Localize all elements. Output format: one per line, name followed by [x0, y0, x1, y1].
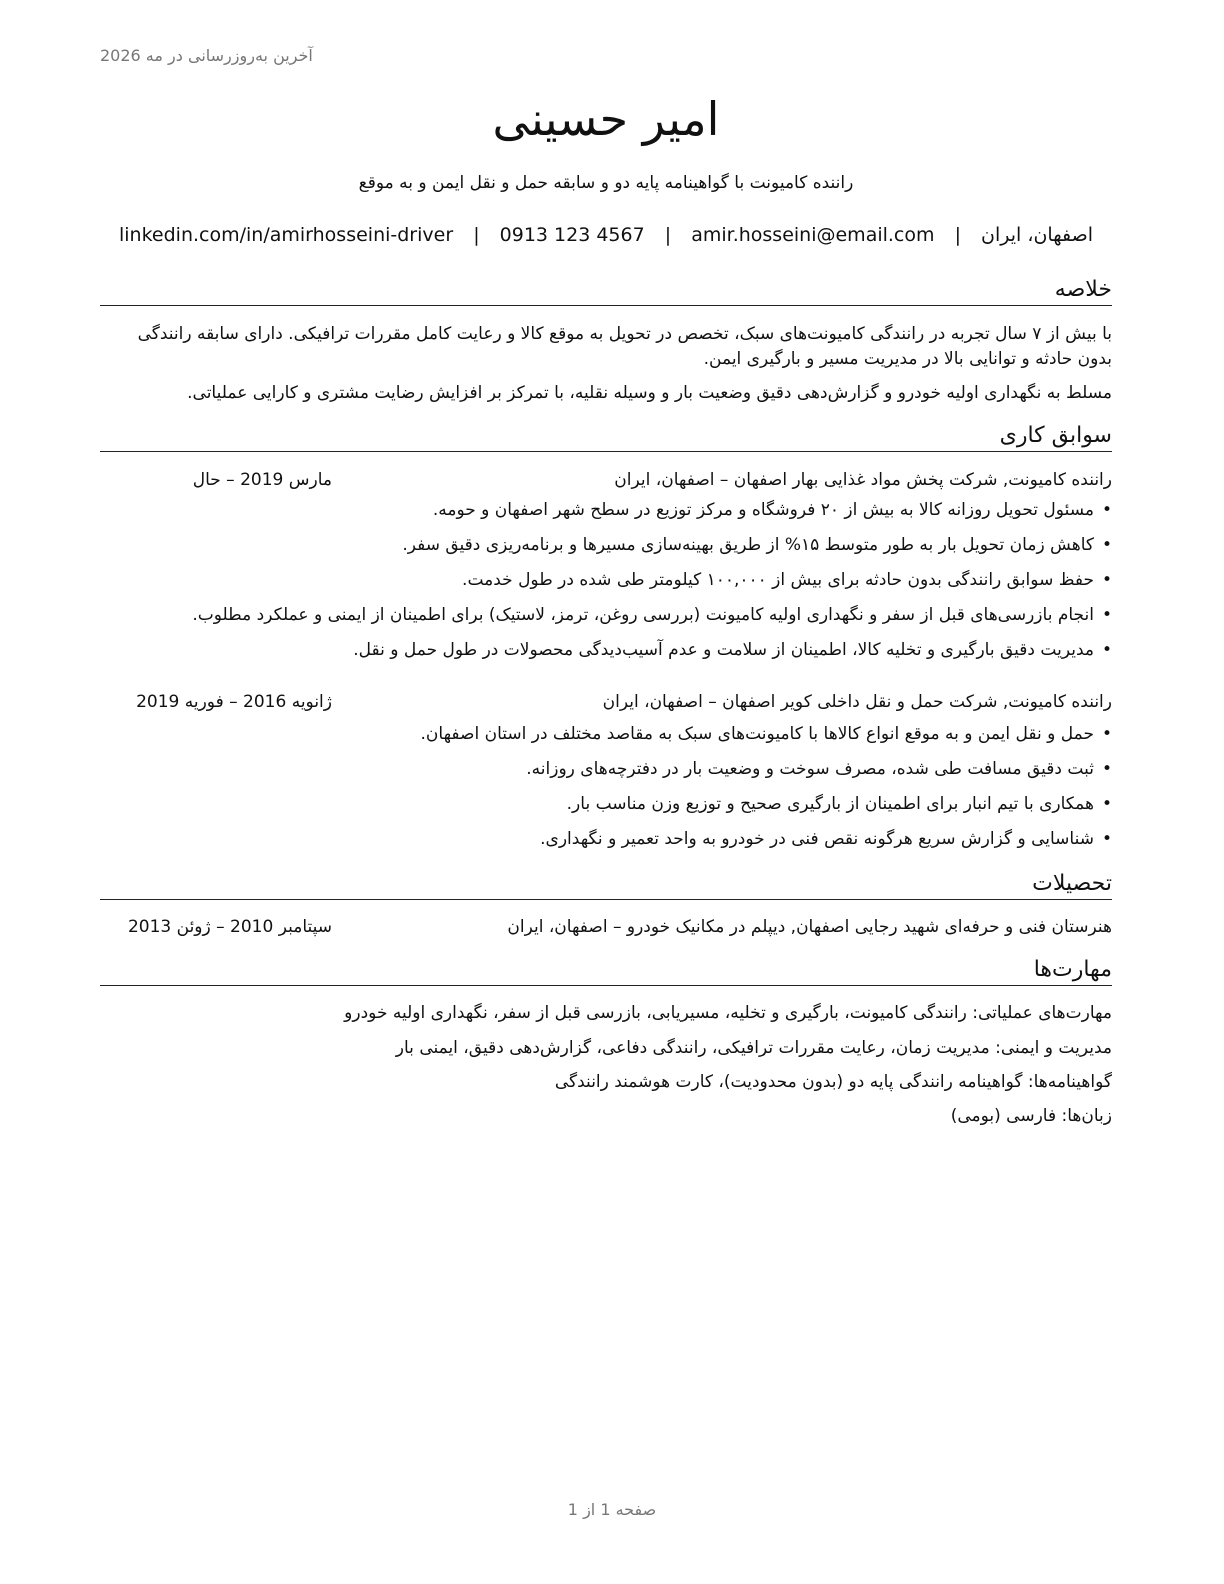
- list-item: •انجام بازرسی‌های قبل از سفر و نگهداری اولیه کامیونت (بررسی روغن، ترمز، لاستیک) برای اطمینان از ایمنی و عملکرد مطلوب.: [192, 605, 1112, 625]
- contact-linkedin[interactable]: linkedin.com/in/amirhosseini-driver: [118, 224, 454, 246]
- contact-line: [100, 222, 1112, 248]
- list-item: •حمل و نقل ایمن و به موقع انواع کالاها با کامیونت‌های سبک به مقاصد مختلف در استان اصفهان.: [420, 724, 1112, 744]
- job-dates: ژانویه 2016 – فوریه 2019: [136, 692, 332, 712]
- skill-line: مدیریت و ایمنی: مدیریت زمان، رعایت مقررات ترافیکی، رانندگی دفاعی، گزارش‌دهی دقیق، ایمنی بار: [395, 1038, 1112, 1058]
- last-updated-note: آخرین به‌روزرسانی در مه 2026: [100, 46, 313, 65]
- contact-separator: |: [473, 224, 480, 246]
- contact-location: اصفهان، ایران: [981, 224, 1093, 246]
- job-bullets: [100, 721, 1112, 861]
- skill-line: زبان‌ها: فارسی (بومی): [950, 1106, 1112, 1126]
- education-entry: [100, 914, 1112, 940]
- candidate-headline: راننده کامیونت با گواهینامه پایه دو و سابقه حمل و نقل ایمن و به موقع: [358, 173, 854, 193]
- page-indicator: صفحه 1 از 1: [567, 1500, 657, 1519]
- contact-phone[interactable]: 0913 123 4567: [499, 224, 645, 246]
- contact-separator: |: [954, 224, 961, 246]
- section-title-summary: خلاصه: [100, 276, 1112, 306]
- list-item: •مسئول تحویل روزانه کالا به بیش از ۲۰ فروشگاه و مرکز توزیع در سطح شهر اصفهان و حومه.: [432, 500, 1112, 520]
- education-school: هنرستان فنی و حرفه‌ای شهید رجایی اصفهان, دیپلم در مکانیک خودرو – اصفهان، ایران: [507, 917, 1112, 937]
- section-title-skills: مهارت‌ها: [100, 956, 1112, 986]
- education-dates: سپتامبر 2010 – ژوئن 2013: [127, 917, 332, 937]
- section-title-experience: سوابق کاری: [100, 422, 1112, 452]
- job-role: راننده کامیونت, شرکت پخش مواد غذایی بهار اصفهان – اصفهان، ایران: [614, 470, 1112, 490]
- section-title-education: تحصیلات: [100, 870, 1112, 900]
- candidate-name: امیر حسینی: [492, 92, 720, 146]
- job-header: [100, 467, 1112, 493]
- skill-line: مهارت‌های عملیاتی: رانندگی کامیونت، بارگیری و تخلیه، مسیریابی، بازرسی قبل از سفر، نگهداری اولیه خودرو: [344, 1003, 1112, 1023]
- summary-paragraph: مسلط به نگهداری اولیه خودرو و گزارش‌دهی دقیق وضعیت بار و وسیله نقلیه، با تمرکز بر افزایش رضایت مشتری و کارایی عملیاتی.: [187, 383, 1112, 403]
- contact-separator: |: [664, 224, 672, 246]
- list-item: •ثبت دقیق مسافت طی شده، مصرف سوخت و وضعیت بار در دفترچه‌های روزانه.: [526, 759, 1112, 779]
- job-dates: مارس 2019 – حال: [192, 470, 332, 490]
- job-header: [100, 689, 1112, 715]
- list-item: •مدیریت دقیق بارگیری و تخلیه کالا، اطمینان از سلامت و عدم آسیب‌دیدگی محصولات در طول حمل و نقل.: [353, 640, 1112, 660]
- summary-paragraph: با بیش از ۷ سال تجربه در رانندگی کامیونت‌های سبک، تخصص در تحویل به موقع کالا و رعایت کامل مقررات ترافیکی. دارای سابقه رانندگی بدون حادثه و توانایی بالا در مدیریت مسیر و بارگیری ایمن.: [137, 324, 1112, 369]
- list-item: •همکاری با تیم انبار برای اطمینان از بارگیری صحیح و توزیع وزن مناسب بار.: [566, 794, 1112, 814]
- job-bullets: [100, 497, 1112, 672]
- list-item: •شناسایی و گزارش سریع هرگونه نقص فنی در خودرو به واحد تعمیر و نگهداری.: [540, 829, 1112, 849]
- contact-email[interactable]: amir.hosseini@email.com: [691, 224, 935, 246]
- list-item: •حفظ سوابق رانندگی بدون حادثه برای بیش از ۱۰۰,۰۰۰ کیلومتر طی شده در طول خدمت.: [462, 570, 1112, 590]
- skill-line: گواهینامه‌ها: گواهینامه رانندگی پایه دو (بدون محدودیت)، کارت هوشمند رانندگی: [554, 1072, 1112, 1092]
- list-item: •کاهش زمان تحویل بار به طور متوسط ۱۵% از طریق بهینه‌سازی مسیرها و برنامه‌ریزی دقیق سفر.: [402, 535, 1112, 555]
- job-role: راننده کامیونت, شرکت حمل و نقل داخلی کویر اصفهان – اصفهان، ایران: [602, 692, 1112, 712]
